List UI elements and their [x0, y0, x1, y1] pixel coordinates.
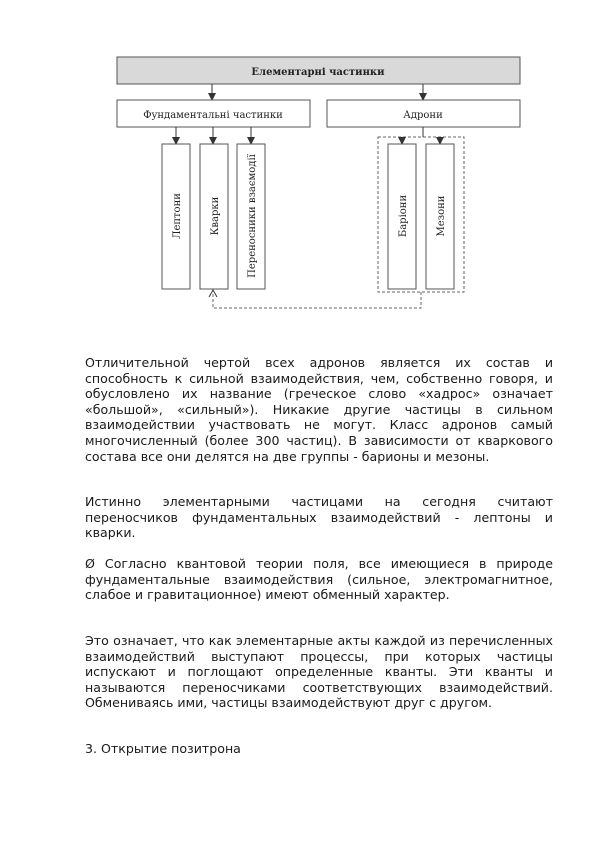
- mesons-label: Мезони: [436, 195, 447, 237]
- paragraph-hadrons: Отличительной чертой всех адронов является их состав и способность к сильной взаимодействия, чем, собственно говоря, и обусловлено их название (греческое слово «хадрос» означает «большой», «сильный»). Никакие другие частицы в сильном взаимодействии участвовать не могут. Класс адронов самый многочисленный (более 300 частиц). В зависимости от кваркового состава все они делятся на две группы - барионы и мезоны.: [85, 355, 553, 464]
- paragraph-exchange: Это означает, что как элементарные акты каждой из перечисленных взаимодействий выступают процессы, при которых частицы испускают и поглощают определенные кванты. Эти кванты и называются переносчиками соответствующих взаимодействий. Обмениваясь ими, частицы взаимодействуют друг с другом.: [85, 633, 553, 711]
- fundamental-label: Фундаментальні частинки: [143, 110, 283, 121]
- section-heading: 3. Открытие позитрона: [85, 741, 241, 756]
- baryons-box: [388, 144, 416, 289]
- mesons-box: [426, 144, 454, 289]
- root-label: Елементарні частинки: [251, 67, 385, 78]
- baryons-label: Баріони: [398, 194, 409, 238]
- fundamental-box: [117, 100, 310, 127]
- paragraph-quantum-field: Ø Согласно квантовой теории поля, все имеющиеся в природе фундаментальные взаимодействия (сильное, электромагнитное, слабое и гравитационное) имеют обменный характер.: [85, 556, 553, 603]
- quarks-hadrons-connector: [213, 292, 421, 308]
- quarks-label: Кварки: [210, 196, 221, 236]
- hadrons-box: [327, 100, 520, 127]
- carriers-label: Переносники взаємодії: [247, 154, 258, 278]
- carriers-box: [237, 144, 265, 289]
- particle-classification-diagram: [0, 0, 595, 330]
- leptons-label: Лептони: [172, 193, 183, 239]
- paragraph-elementary: Истинно элементарными частицами на сегодня считают переносчиков фундаментальных взаимодействий - лептоны и кварки.: [85, 494, 553, 541]
- hadrons-label: Адрони: [403, 110, 443, 121]
- leptons-box: [162, 144, 190, 289]
- quarks-box: [200, 144, 228, 289]
- root-box: [117, 57, 520, 84]
